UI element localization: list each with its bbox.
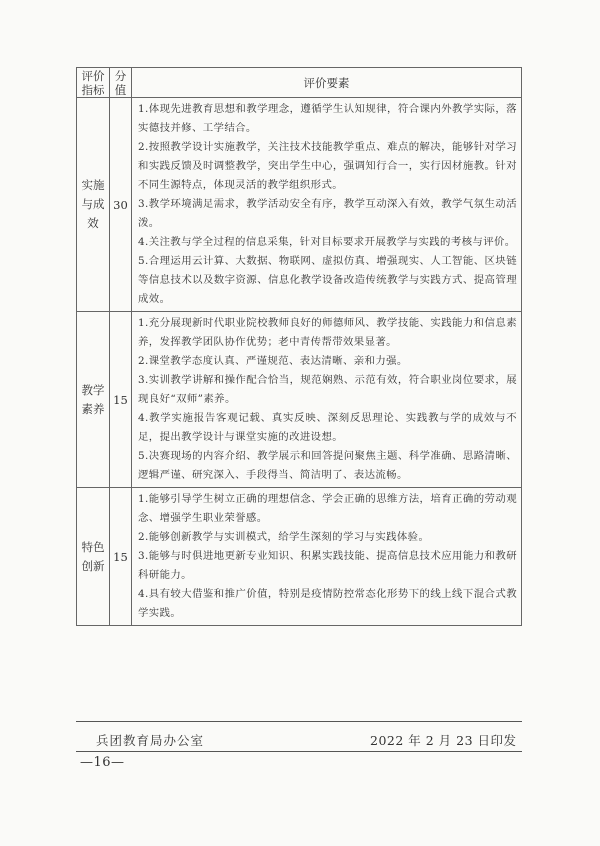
list-item: 1.能够引导学生树立正确的理想信念、学会正确的思维方法，培育正确的劳动观念、增强学生职业荣誉感。	[138, 493, 517, 524]
score-cell: 30	[110, 98, 132, 312]
page-number: —16—	[80, 755, 125, 770]
header-elements: 评价要素	[132, 68, 522, 98]
footer-print-date: 2022 年 2 月 23 日印发	[370, 733, 517, 748]
indicator-cell: 特色创新	[77, 488, 110, 626]
list-item: 3.实训教学讲解和操作配合恰当，规范娴熟、示范有效，符合职业岗位要求，展现良好“双师”素养。	[138, 374, 517, 405]
elements-cell	[132, 98, 522, 312]
elements-cell	[132, 488, 522, 626]
table-row	[77, 98, 522, 312]
evaluation-table	[76, 67, 522, 626]
score-cell: 15	[110, 488, 132, 626]
indicator-cell: 实施与成效	[77, 98, 110, 312]
list-item: 3.能够与时俱进地更新专业知识、积累实践技能、提高信息技术应用能力和教研科研能力。	[138, 550, 517, 581]
table-row	[77, 488, 522, 626]
list-item: 2.能够创新教学与实训模式，给学生深刻的学习与实践体验。	[138, 531, 430, 543]
list-item: 2.按照教学设计实施教学，关注技术技能教学重点、难点的解决，能够针对学习和实践反馈及时调整教学，突出学生中心，强调知行合一，实行因材施教。针对不同生源特点，体现灵活的教学组织形式。	[138, 141, 517, 191]
header-score: 分值	[110, 68, 132, 98]
footer-top-rule	[76, 721, 522, 722]
list-item: 4.关注教与学全过程的信息采集，针对目标要求开展教学与实践的考核与评价。	[138, 236, 516, 248]
score-cell: 15	[110, 312, 132, 488]
table-header-row	[77, 68, 522, 98]
header-indicator: 评价指标	[77, 68, 110, 98]
list-item: 1.体现先进教育思想和教学理念，遵循学生认知规律，符合课内外教学实际，落实德技并修、工学结合。	[138, 103, 517, 134]
list-item: 2.课堂教学态度认真、严谨规范、表达清晰、亲和力强。	[138, 355, 408, 367]
list-item: 5.合理运用云计算、大数据、物联网、虚拟仿真、增强现实、人工智能、区块链等信息技术以及数字资源、信息化教学设备改造传统教学与实践方式、提高管理成效。	[138, 255, 517, 305]
list-item: 5.决赛现场的内容介绍、教学展示和回答提问聚焦主题、科学准确、思路清晰、逻辑严谨、研究深入、手段得当、简洁明了、表达流畅。	[138, 450, 517, 481]
indicator-cell: 教学素养	[77, 312, 110, 488]
list-item: 4.具有较大借鉴和推广价值，特别是疫情防控常态化形势下的线上线下混合式教学实践。	[138, 588, 517, 619]
list-item: 1.充分展现新时代职业院校教师良好的师德师风、教学技能、实践能力和信息素养，发挥教学团队协作优势；老中青传帮带效果显著。	[138, 317, 517, 348]
list-item: 4.教学实施报告客观记载、真实反映、深刻反思理论、实践教与学的成效与不足，提出教学设计与课堂实施的改进设想。	[138, 412, 517, 443]
list-item: 3.教学环境满足需求，教学活动安全有序，教学互动深入有效，教学气氛生动活泼。	[138, 198, 517, 229]
table-row	[77, 312, 522, 488]
footer-bottom-rule	[76, 751, 522, 752]
footer-office: 兵团教育局办公室	[96, 733, 205, 748]
elements-cell	[132, 312, 522, 488]
